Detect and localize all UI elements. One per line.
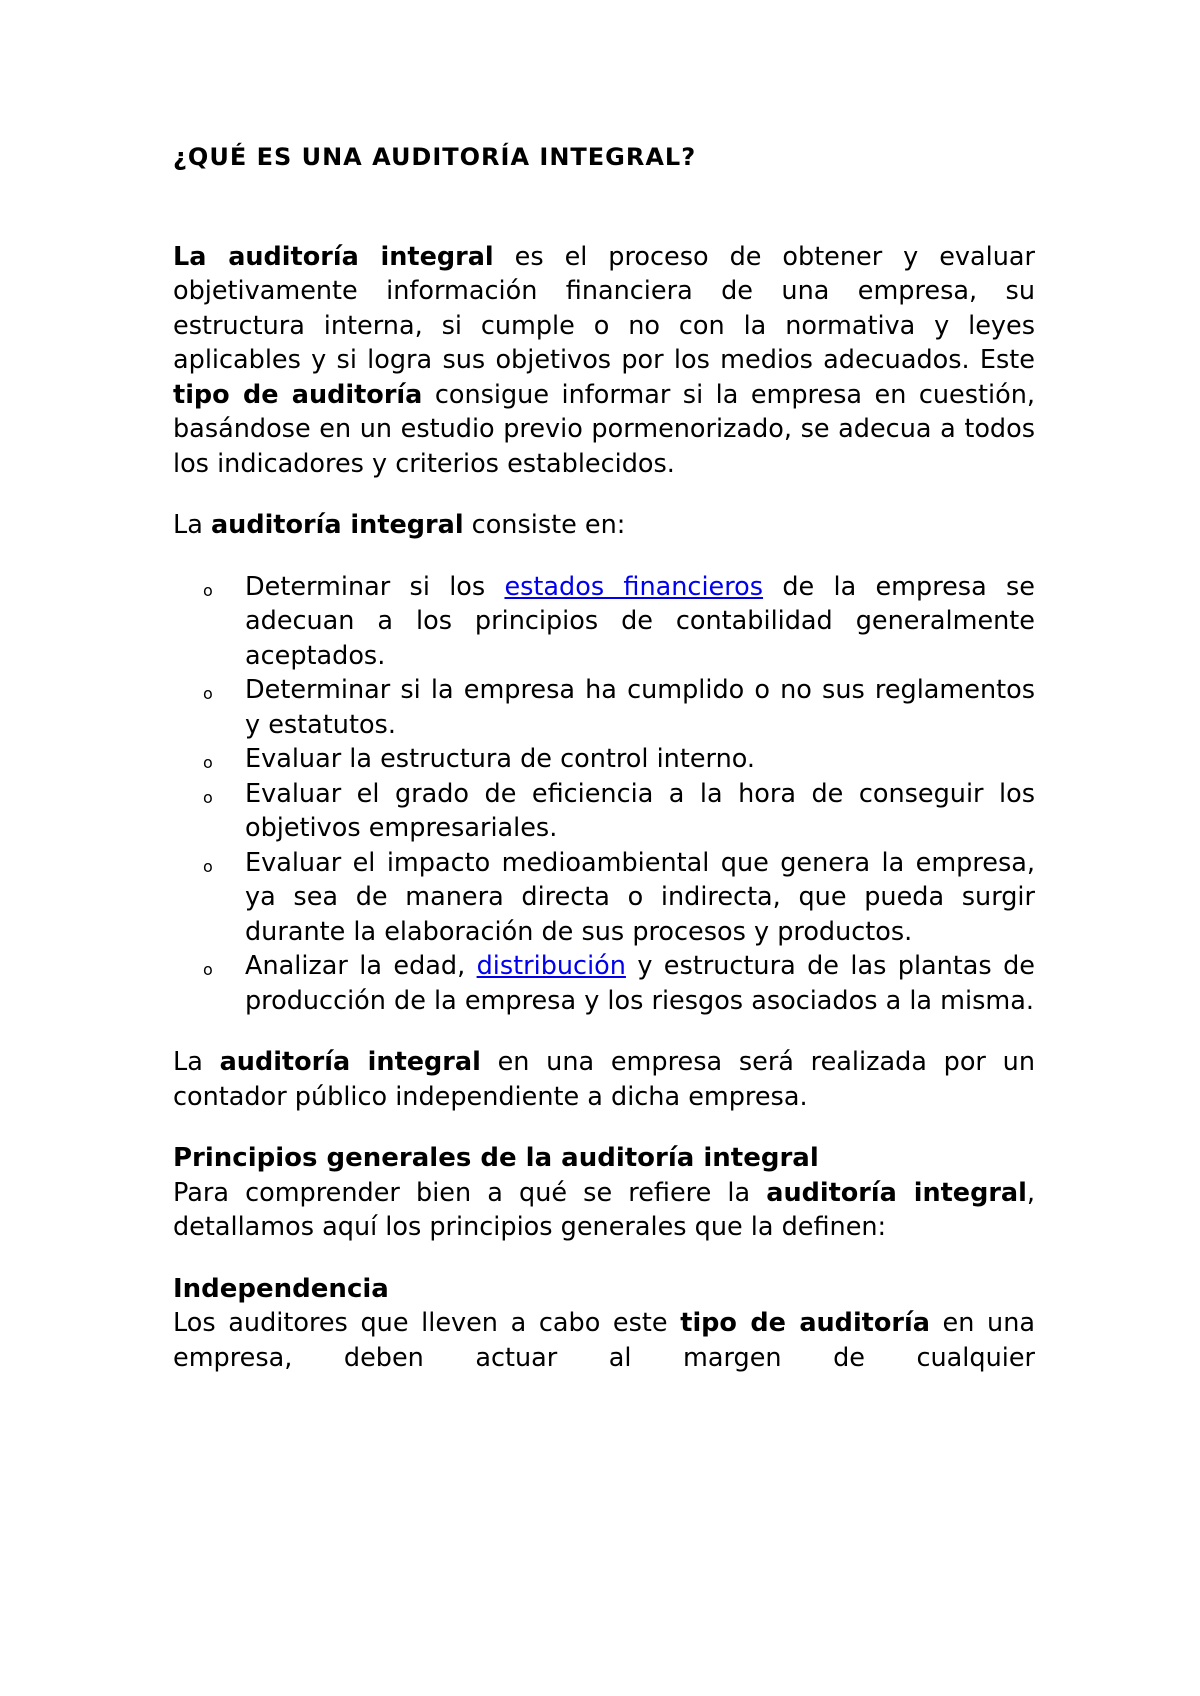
bullet-icon: o <box>203 856 213 876</box>
text-run: es el proceso de obtener y evaluar objetivamente información financiera de una empresa, su estructura interna, si cumple o no con la normativa y leyes aplicables y si logra sus objetivos por los medios adecuados. Este <box>173 241 1035 375</box>
bold-term: auditoría integral <box>210 510 464 540</box>
text-run: Analizar la edad, <box>245 951 477 981</box>
bullet-icon: o <box>203 753 213 772</box>
page-title: ¿QUÉ ES UNA AUDITORÍA INTEGRAL? <box>173 143 697 171</box>
text-run: Los auditores que lleven a cabo este <box>173 1308 681 1338</box>
text-run: Evaluar el impacto medioambiental que genera la empresa, ya sea de manera directa o indirecta, que pueda surgir durante la elaboración de sus procesos y productos. <box>245 847 1035 947</box>
text-run: consiste en: <box>463 510 626 540</box>
bold-term: auditoría integral <box>766 1177 1027 1208</box>
text-run: Evaluar el grado de eficiencia a la hora de conseguir los objetivos empresariales. <box>245 778 1035 843</box>
bold-term: auditoría integral <box>219 1047 481 1077</box>
text-run: La <box>173 1047 220 1077</box>
text-run: Evaluar la estructura de control interno. <box>245 744 755 774</box>
text-run: Determinar si los <box>245 571 505 602</box>
bullet-icon: o <box>203 684 213 703</box>
list-item <box>203 846 1035 950</box>
realizada-paragraph <box>173 1045 1035 1114</box>
list-item <box>203 949 1035 1018</box>
principios-heading: Principios generales de la auditoría integral <box>173 1143 819 1173</box>
intro-paragraph <box>173 240 1035 482</box>
list-item <box>203 570 1035 674</box>
independencia-paragraph <box>173 1306 1035 1375</box>
consiste-paragraph <box>173 508 1035 543</box>
bold-term: La auditoría integral <box>173 241 494 272</box>
principios-paragraph <box>173 1176 1035 1245</box>
text-run: y estructura de las plantas de producción de la empresa y los riesgos asociados a la misma. <box>245 951 1035 1016</box>
bullet-icon: o <box>203 787 213 807</box>
bold-term: tipo de auditoría <box>173 379 423 410</box>
list-item <box>203 673 1035 742</box>
text-run: en una empresa será realizada por un contador público independiente a dicha empresa. <box>173 1047 1035 1112</box>
list-item <box>203 777 1035 846</box>
text-run: de la empresa se adecuan a los principios de contabilidad generalmente aceptados. <box>245 571 1035 671</box>
document-page <box>173 140 1035 1402</box>
independencia-heading: Independencia <box>173 1273 389 1304</box>
distribucion-link[interactable]: distribución <box>476 951 626 981</box>
objectives-list <box>173 570 1035 1019</box>
text-run: consigue informar si la empresa en cuestión, basándose en un estudio previo pormenorizado, se adecua a todos los indicadores y criterios establecidos. <box>173 379 1035 479</box>
estados-financieros-link[interactable]: estados financieros <box>504 571 764 602</box>
text-run: La <box>173 510 211 540</box>
bold-term: tipo de auditoría <box>680 1308 930 1338</box>
text-run: Determinar si la empresa ha cumplido o no sus reglamentos y estatutos. <box>245 675 1035 740</box>
text-run: , detallamos aquí los principios generales que la definen: <box>173 1177 1035 1242</box>
list-item <box>203 742 1035 777</box>
text-run: Para comprender bien a qué se refiere la <box>173 1177 767 1208</box>
text-run: en una empresa, deben actuar al margen de cualquier <box>173 1308 1036 1373</box>
bullet-icon: o <box>203 580 213 600</box>
bullet-icon: o <box>203 960 213 979</box>
